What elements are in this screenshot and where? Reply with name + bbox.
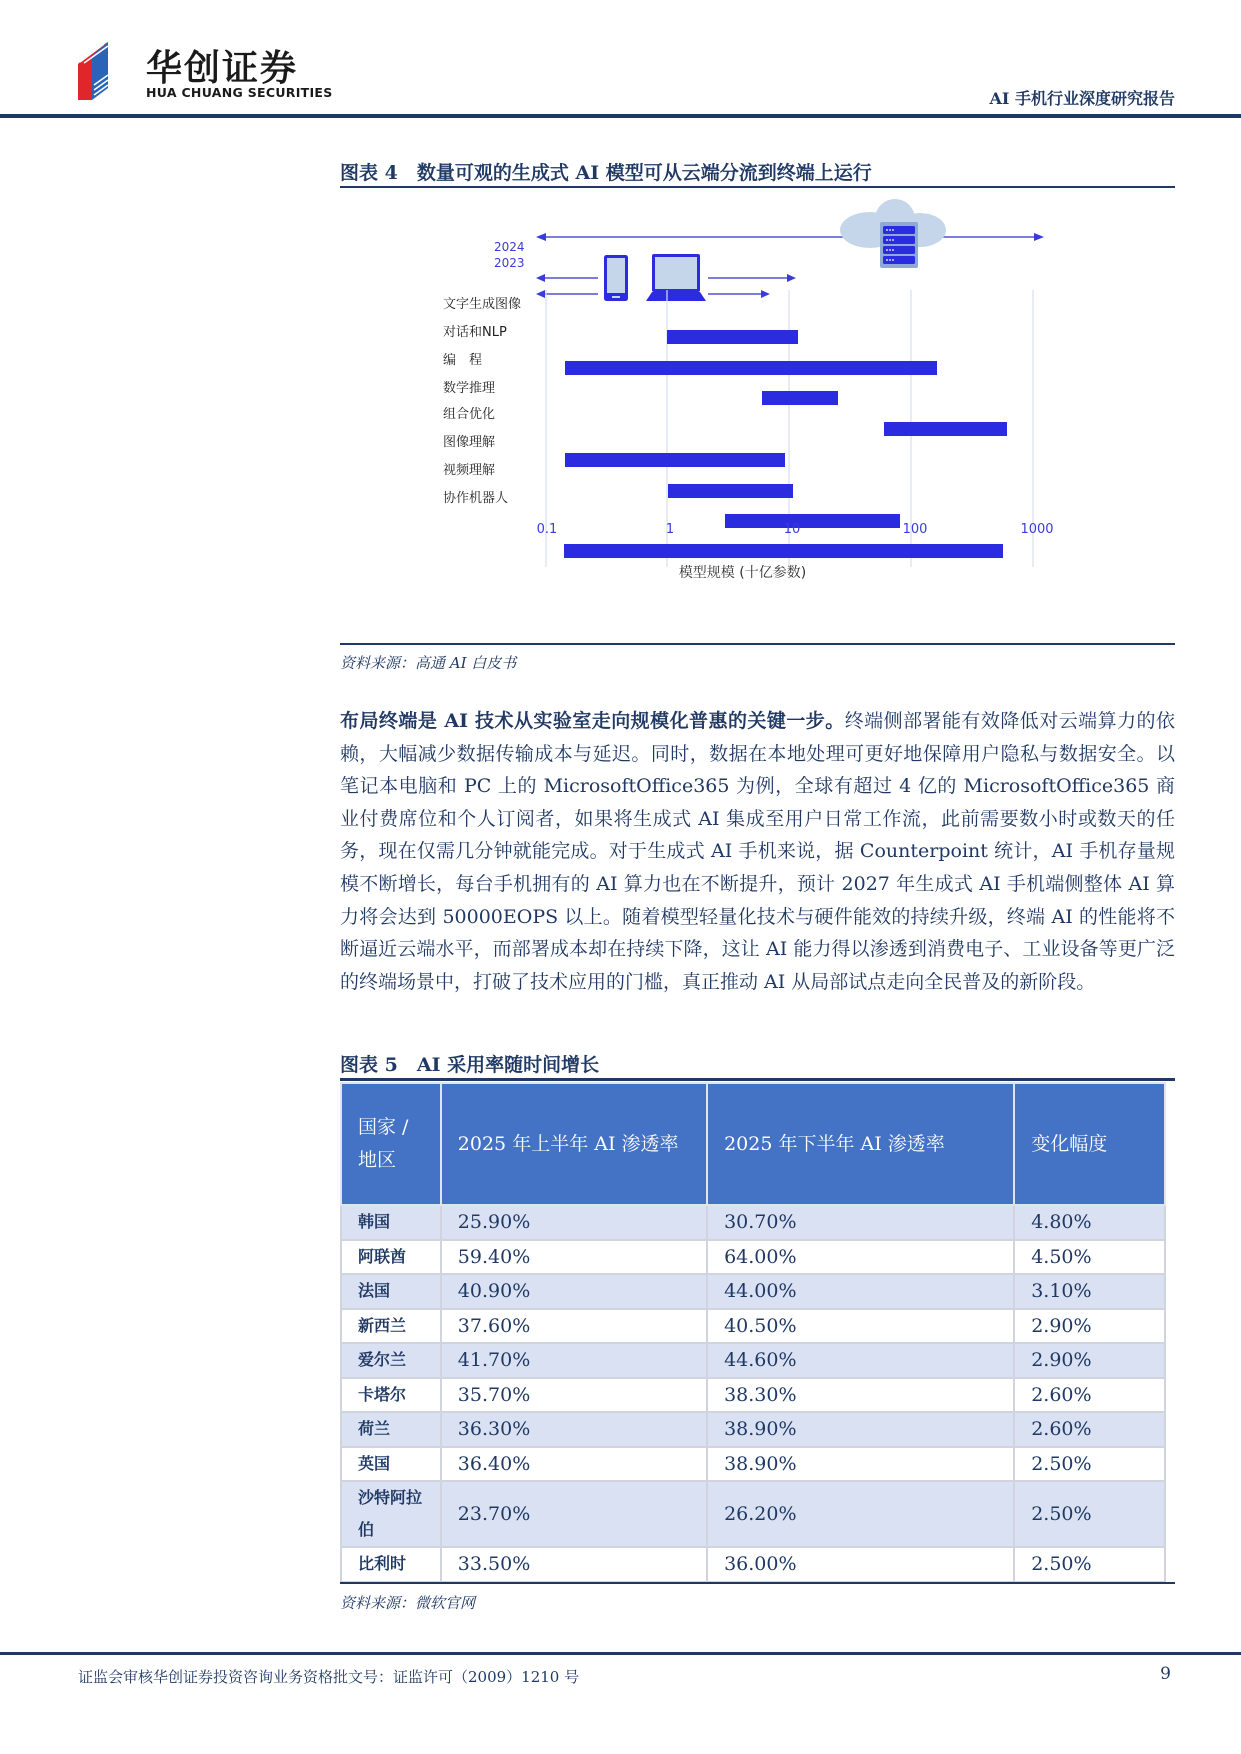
hua-chuang-logo-icon (78, 42, 138, 100)
bar-programming (762, 391, 838, 405)
region-cell: 荷兰 (341, 1412, 441, 1447)
h1-rate-cell: 40.90% (441, 1274, 707, 1309)
h2-rate-cell: 40.50% (707, 1309, 1014, 1344)
x-tick-label: 1 (665, 522, 675, 537)
header-divider (0, 114, 1241, 118)
report-title: AI 手机行业深度研究报告 (989, 89, 1175, 108)
cloud-range-arrow (536, 233, 1044, 241)
h1-rate-cell: 36.40% (441, 1447, 707, 1482)
category-label: 编 程 (443, 353, 483, 368)
h1-rate-cell: 36.30% (441, 1412, 707, 1447)
region-cell: 新西兰 (341, 1309, 441, 1344)
table-row (341, 1412, 1165, 1447)
ai-adoption-table (340, 1082, 1175, 1583)
table-row (341, 1240, 1165, 1275)
h1-rate-cell: 33.50% (441, 1547, 707, 1582)
change-cell: 2.60% (1014, 1412, 1165, 1447)
region-cell: 比利时 (341, 1547, 441, 1582)
column-header: 2025 年下半年 AI 渗透率 (707, 1083, 1014, 1205)
table-row (341, 1343, 1165, 1378)
h1-rate-cell: 41.70% (441, 1343, 707, 1378)
figure-5-source: 资料来源：微软官网 (340, 1594, 476, 1612)
year-label-2024: 2024 (494, 240, 525, 254)
figure-4-source: 资料来源：高通 AI 白皮书 (340, 654, 517, 672)
bar-dialogue-nlp (565, 361, 937, 375)
change-cell: 3.10% (1014, 1274, 1165, 1309)
h2-rate-cell: 38.90% (707, 1447, 1014, 1482)
h2-rate-cell: 36.00% (707, 1547, 1014, 1582)
bar-combinatorial-optimization (565, 453, 785, 467)
category-label: 协作机器人 (443, 491, 509, 506)
category-label: 视频理解 (443, 463, 496, 478)
brand-name-cn: 华创证券 (146, 48, 299, 89)
figure-5-bottom-rule (340, 1582, 1175, 1584)
h1-rate-cell: 23.70% (441, 1481, 707, 1547)
h2-rate-cell: 64.00% (707, 1240, 1014, 1275)
year-label-2023: 2023 (494, 256, 525, 270)
region-cell: 沙特阿拉伯 (341, 1481, 441, 1547)
change-cell: 2.50% (1014, 1547, 1165, 1582)
category-label: 文字生成图像 (443, 297, 522, 312)
category-label: 数学推理 (443, 381, 496, 396)
region-cell: 阿联酋 (341, 1240, 441, 1275)
change-cell: 2.60% (1014, 1378, 1165, 1413)
change-cell: 2.50% (1014, 1447, 1165, 1482)
footer-divider (0, 1652, 1241, 1655)
change-cell: 2.90% (1014, 1309, 1165, 1344)
h2-rate-cell: 38.90% (707, 1412, 1014, 1447)
paragraph-body: 终端侧部署能有效降低对云端算力的依赖，大幅减少数据传输成本与延迟。同时，数据在本地处理可更好地保障用户隐私与数据安全。以笔记本电脑和 PC 上的 MicrosoftOffice365 为例，全球有超过 4 亿的 MicrosoftOffice365 商业付费席位和个人订阅者，如果将生成式 AI 集成至用户日常工作流，此前需要数小时或数天的任务，现在仅需几分钟就能完成。对于生成式 AI 手机来说，据 Counterpoint 统计，AI 手机存量规模不断增长，每台手机拥有的 AI 算力也在不断提升，预计 2027 年生成式 AI 手机端侧整体 AI 算力将会达到 50000EOPS 以上。随着模型轻量化技术与硬件能效的持续升级，终端 AI 的性能将不断逼近云端水平，而部署成本却在持续下降，这让 AI 能力得以渗透到消费电子、工业设备等更广泛的终端场景中，打破了技术应用的门槛，真正推动 AI 从局部试点走向全民普及的新阶段。 (340, 710, 1175, 993)
x-tick-label: 10 (783, 522, 801, 537)
body-paragraph (340, 705, 1175, 998)
region-cell: 爱尔兰 (341, 1343, 441, 1378)
figure-4-title-rule (340, 186, 1175, 188)
h1-rate-cell: 25.90% (441, 1205, 707, 1240)
table-row (341, 1447, 1165, 1482)
model-size-chart (340, 192, 1175, 642)
figure-4-title: 图表 4 数量可观的生成式 AI 模型可从云端分流到终端上运行 (340, 162, 872, 184)
x-tick-label: 1000 (1020, 522, 1054, 537)
figure-5-title-rule (340, 1078, 1175, 1081)
h1-rate-cell: 35.70% (441, 1378, 707, 1413)
table-header-row (341, 1083, 1165, 1205)
region-cell: 韩国 (341, 1205, 441, 1240)
h1-rate-cell: 37.60% (441, 1309, 707, 1344)
category-label: 图像理解 (443, 435, 496, 450)
figure-5-title: 图表 5 AI 采用率随时间增长 (340, 1054, 600, 1076)
x-tick-label: 0.1 (536, 522, 558, 537)
table-row (341, 1378, 1165, 1413)
column-header: 国家 / 地区 (341, 1083, 441, 1205)
footer-license-text: 证监会审核华创证券投资咨询业务资格批文号：证监许可（2009）1210 号 (78, 1668, 580, 1686)
x-axis-title: 模型规模 (十亿参数) (678, 565, 807, 581)
paragraph-lead: 布局终端是 AI 技术从实验室走向规模化普惠的关键一步。 (340, 710, 845, 732)
cloud-server-icon (840, 199, 946, 268)
x-tick-label: 100 (902, 522, 928, 537)
region-cell: 卡塔尔 (341, 1378, 441, 1413)
column-header: 2025 年上半年 AI 渗透率 (441, 1083, 707, 1205)
bar-text-to-image (667, 330, 798, 344)
bar-math-reasoning (884, 422, 1007, 436)
h2-rate-cell: 44.00% (707, 1274, 1014, 1309)
region-cell: 英国 (341, 1447, 441, 1482)
table-row (341, 1481, 1165, 1547)
table-row (341, 1205, 1165, 1240)
table-row (341, 1309, 1165, 1344)
change-cell: 4.80% (1014, 1205, 1165, 1240)
h2-rate-cell: 26.20% (707, 1481, 1014, 1547)
figure-4-bottom-rule (340, 643, 1175, 645)
table-row (341, 1274, 1165, 1309)
change-cell: 2.50% (1014, 1481, 1165, 1547)
phone-icon (604, 255, 628, 301)
category-label: 对话和NLP (443, 325, 507, 340)
h1-rate-cell: 59.40% (441, 1240, 707, 1275)
region-cell: 法国 (341, 1274, 441, 1309)
laptop-icon (646, 254, 706, 301)
bar-collaborative-robot (564, 544, 1003, 558)
bar-video-understanding (725, 514, 900, 528)
column-header: 变化幅度 (1014, 1083, 1165, 1205)
brand-name-en: HUA CHUANG SECURITIES (146, 85, 333, 100)
bar-image-understanding (668, 484, 793, 498)
year-arrows-left (536, 274, 598, 298)
year-arrows-right (708, 274, 796, 298)
page-number: 9 (1160, 1664, 1171, 1684)
h2-rate-cell: 44.60% (707, 1343, 1014, 1378)
change-cell: 4.50% (1014, 1240, 1165, 1275)
category-label: 组合优化 (443, 407, 496, 422)
page-header (0, 0, 1241, 120)
table-row (341, 1547, 1165, 1582)
h2-rate-cell: 30.70% (707, 1205, 1014, 1240)
change-cell: 2.90% (1014, 1343, 1165, 1378)
h2-rate-cell: 38.30% (707, 1378, 1014, 1413)
